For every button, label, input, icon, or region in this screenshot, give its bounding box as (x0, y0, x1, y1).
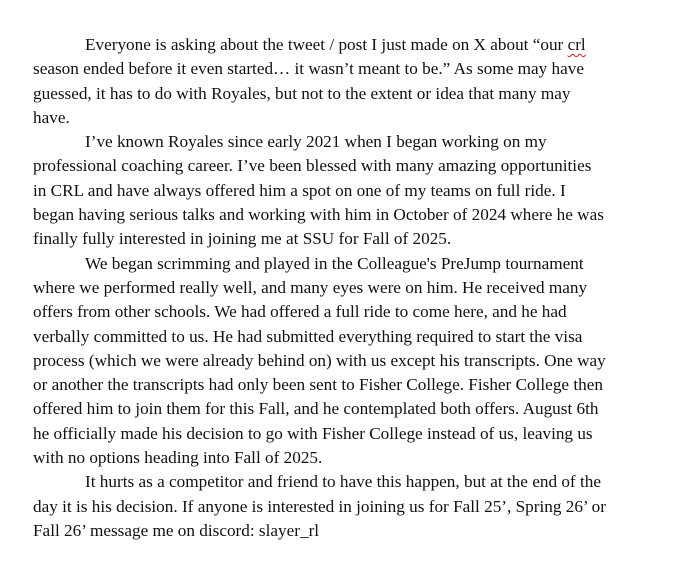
paragraph-line: professional coaching career. I’ve been blessed with many amazing opportunities (33, 156, 592, 176)
paragraph-line: verbally committed to us. He had submitted everything required to start the visa (33, 326, 583, 346)
paragraph-line: guessed, it has to do with Royales, but not to the extent or idea that many may (33, 83, 571, 103)
paragraph-line-text: Everyone is asking about the tweet / post I just made on X about “our (85, 35, 568, 54)
paragraph-line: have. (33, 107, 70, 127)
paragraph-line: I’ve known Royales since early 2021 when I began working on my (85, 132, 547, 152)
paragraph-line: day it is his decision. If anyone is interested in joining us for Fall 25’, Spring 26’ or (33, 496, 606, 516)
paragraph-line: or another the transcripts had only been sent to Fisher College. Fisher College then (33, 375, 603, 395)
paragraph-line: offered him to join them for this Fall, and he contemplated both offers. August 6th (33, 399, 599, 419)
paragraph-line: process (which we were already behind on) with us except his transcripts. One way (33, 350, 606, 370)
paragraph-line: where we performed really well, and many eyes were on him. He received many (33, 277, 588, 297)
paragraph-line: season ended before it even started… it wasn’t meant to be.” As some may have (33, 59, 584, 79)
paragraph-2 (33, 130, 669, 251)
paragraph-line: in CRL and have always offered him a spot on one of my teams on full ride. I (33, 180, 566, 200)
paragraph-line (33, 33, 669, 57)
paragraph-line: It hurts as a competitor and friend to have this happen, but at the end of the (85, 472, 601, 492)
paragraph-1 (33, 33, 669, 130)
spellcheck-word: crl (567, 35, 586, 54)
paragraph-line: with no options heading into Fall of 2025. (33, 448, 323, 468)
paragraph-line: We began scrimming and played in the Colleague's PreJump tournament (85, 253, 584, 273)
paragraph-4 (33, 470, 669, 543)
paragraph-line: he officially made his decision to go with Fisher College instead of us, leaving us (33, 423, 593, 443)
paragraph-line: finally fully interested in joining me at SSU for Fall of 2025. (33, 229, 452, 249)
paragraph-line: Fall 26’ message me on discord: slayer_rl (33, 520, 320, 540)
document-body (33, 33, 669, 543)
paragraph-line: began having serious talks and working with him in October of 2024 where he was (33, 205, 604, 225)
paragraph-3 (33, 252, 669, 471)
paragraph-line: offers from other schools. We had offered a full ride to come here, and he had (33, 302, 567, 322)
